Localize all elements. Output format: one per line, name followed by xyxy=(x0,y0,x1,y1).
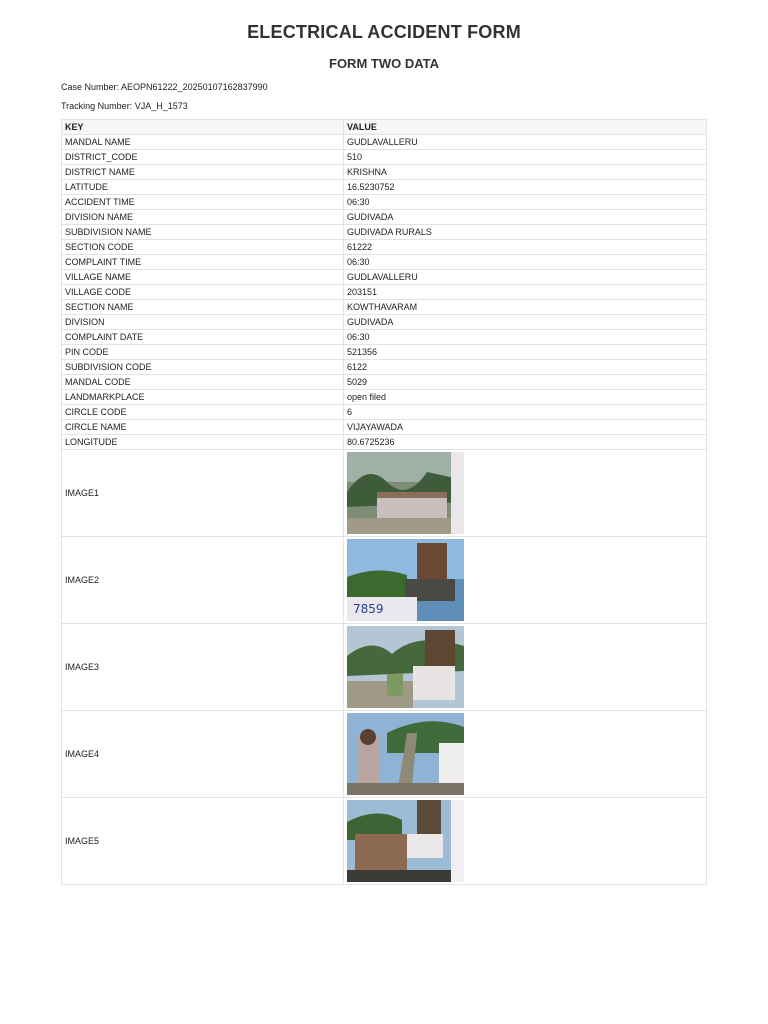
image-row-value xyxy=(344,537,707,624)
image-row xyxy=(62,798,707,885)
row-key: MANDAL NAME xyxy=(62,135,344,150)
table-row xyxy=(62,345,707,360)
table-row xyxy=(62,225,707,240)
image-row-value xyxy=(344,624,707,711)
row-value: KRISHNA xyxy=(344,165,707,180)
table-row xyxy=(62,255,707,270)
tracking-number: Tracking Number: VJA_H_1573 xyxy=(61,101,188,111)
accident-photo xyxy=(347,626,464,708)
row-value: 521356 xyxy=(344,345,707,360)
table-row xyxy=(62,360,707,375)
row-value: 06:30 xyxy=(344,255,707,270)
image-row xyxy=(62,537,707,624)
row-key: MANDAL CODE xyxy=(62,375,344,390)
row-value: GUDIVADA xyxy=(344,315,707,330)
table-row xyxy=(62,405,707,420)
row-value: 5029 xyxy=(344,375,707,390)
row-value: 61222 xyxy=(344,240,707,255)
image-row-value xyxy=(344,711,707,798)
image-row xyxy=(62,711,707,798)
table-row xyxy=(62,135,707,150)
table-row xyxy=(62,195,707,210)
row-key: SUBDIVISION CODE xyxy=(62,360,344,375)
row-key: DISTRICT_CODE xyxy=(62,150,344,165)
table-row xyxy=(62,330,707,345)
row-value: GUDIVADA RURALS xyxy=(344,225,707,240)
table-row xyxy=(62,435,707,450)
row-key: VILLAGE CODE xyxy=(62,285,344,300)
row-key: SUBDIVISION NAME xyxy=(62,225,344,240)
row-value: 203151 xyxy=(344,285,707,300)
row-key: LATITUDE xyxy=(62,180,344,195)
row-key: SECTION CODE xyxy=(62,240,344,255)
table-row xyxy=(62,420,707,435)
row-key: DISTRICT NAME xyxy=(62,165,344,180)
row-key: ACCIDENT TIME xyxy=(62,195,344,210)
row-key: VILLAGE NAME xyxy=(62,270,344,285)
image-row-key: IMAGE2 xyxy=(62,537,344,624)
row-value: 06:30 xyxy=(344,330,707,345)
table-row xyxy=(62,300,707,315)
row-key: DIVISION xyxy=(62,315,344,330)
image-row xyxy=(62,450,707,537)
image-row xyxy=(62,624,707,711)
table-header-row xyxy=(62,120,707,135)
row-value: open filed xyxy=(344,390,707,405)
image-row-key: IMAGE4 xyxy=(62,711,344,798)
row-key: CIRCLE CODE xyxy=(62,405,344,420)
row-value: 6122 xyxy=(344,360,707,375)
row-value: 06:30 xyxy=(344,195,707,210)
table-row xyxy=(62,180,707,195)
row-key: COMPLAINT TIME xyxy=(62,255,344,270)
accident-photo xyxy=(347,800,464,882)
image-row-key: IMAGE1 xyxy=(62,450,344,537)
row-key: SECTION NAME xyxy=(62,300,344,315)
image-row-key: IMAGE5 xyxy=(62,798,344,885)
row-value: 80.6725236 xyxy=(344,435,707,450)
row-value: VIJAYAWADA xyxy=(344,420,707,435)
table-row xyxy=(62,270,707,285)
accident-photo xyxy=(347,539,464,621)
key-column-header: KEY xyxy=(62,120,344,135)
row-value: 510 xyxy=(344,150,707,165)
row-key: DIVISION NAME xyxy=(62,210,344,225)
table-row xyxy=(62,285,707,300)
row-key: COMPLAINT DATE xyxy=(62,330,344,345)
row-value: KOWTHAVARAM xyxy=(344,300,707,315)
accident-photo xyxy=(347,713,464,795)
row-key: LANDMARKPLACE xyxy=(62,390,344,405)
svg-text:7859: 7859 xyxy=(353,602,384,616)
table-row xyxy=(62,210,707,225)
image-row-key: IMAGE3 xyxy=(62,624,344,711)
table-row xyxy=(62,315,707,330)
table-row xyxy=(62,240,707,255)
form-title: ELECTRICAL ACCIDENT FORM xyxy=(247,22,521,42)
row-key: PIN CODE xyxy=(62,345,344,360)
row-key: CIRCLE NAME xyxy=(62,420,344,435)
image-row-value xyxy=(344,450,707,537)
row-value: GUDIVADA xyxy=(344,210,707,225)
row-value: GUDLAVALLERU xyxy=(344,135,707,150)
row-key: LONGITUDE xyxy=(62,435,344,450)
accident-photo xyxy=(347,452,464,534)
row-value: GUDLAVALLERU xyxy=(344,270,707,285)
value-column-header: VALUE xyxy=(344,120,707,135)
table-row xyxy=(62,375,707,390)
case-number: Case Number: AEOPN61222_20250107162837990 xyxy=(61,82,268,92)
row-value: 16.5230752 xyxy=(344,180,707,195)
table-row xyxy=(62,150,707,165)
row-value: 6 xyxy=(344,405,707,420)
form-subtitle: FORM TWO DATA xyxy=(329,56,439,71)
table-row xyxy=(62,165,707,180)
table-row xyxy=(62,390,707,405)
image-row-value xyxy=(344,798,707,885)
form-data-table xyxy=(61,119,707,885)
